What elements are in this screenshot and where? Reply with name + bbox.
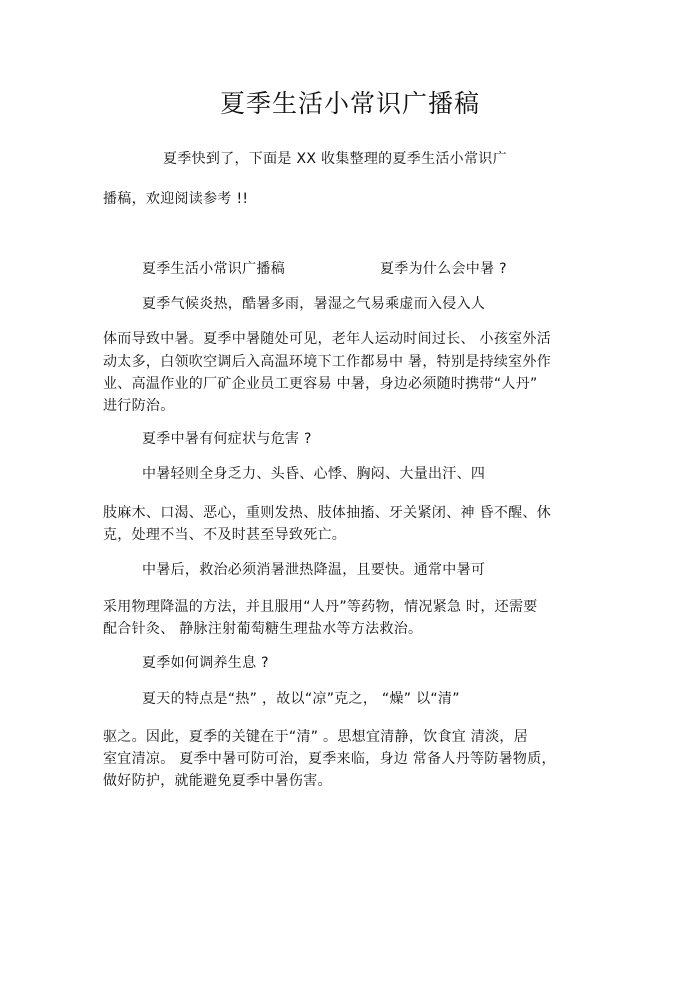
para1-line: 动太多，白领吹空调后入高温环境下工作都易中 暑，特别是持续室外作 bbox=[103, 354, 552, 370]
intro-line-2: 播稿，欢迎阅读参考 !! bbox=[103, 191, 249, 207]
para4-line: 驱之。因此，夏季的关键在于“清” 。思想宜清静，饮食宜 清淡，居 bbox=[103, 729, 529, 745]
para2-line: 克，处理不当、不及时甚至导致死亡。 bbox=[103, 527, 347, 543]
para1-lead: 夏季气候炎热，酷暑多雨，暑湿之气易乘虚而入侵入人 bbox=[142, 296, 486, 312]
para3-line: 配合针灸、 静脉注射葡萄糖生理盐水等方法救治。 bbox=[103, 621, 423, 637]
section-header-right: 夏季为什么会中暑 ? bbox=[380, 261, 507, 277]
para3-lead: 中暑后，救治必须消暑泄热降温，且要快。通常中暑可 bbox=[142, 562, 486, 578]
para1-line: 体而导致中暑。夏季中暑随处可见，老年人运动时间过长、 小孩室外活 bbox=[103, 331, 552, 347]
para2-line: 肢麻木、口渴、恶心，重则发热、肢体抽搐、牙关紧闭、神 昏不醒、休 bbox=[103, 505, 552, 521]
intro-line-1: 夏季快到了，下面是 XX 收集整理的夏季生活小常识广 bbox=[163, 151, 507, 167]
para1-line: 业、高温作业的厂矿企业员工更容易 中暑，身边必须随时携带“人丹” bbox=[103, 376, 538, 392]
para3-line: 采用物理降温的方法，并且服用“人丹”等药物，情况紧急 时，还需要 bbox=[103, 599, 538, 615]
document-title: 夏季生活小常识广播稿 bbox=[219, 89, 480, 118]
section-header-left: 夏季生活小常识广播稿 bbox=[142, 261, 285, 277]
para1-line: 进行防治。 bbox=[103, 398, 175, 414]
question-regimen: 夏季如何调养生息 ? bbox=[142, 655, 269, 671]
question-symptoms: 夏季中暑有何症状与危害 ? bbox=[142, 431, 312, 447]
para4-line: 室宜清凉。 夏季中暑可防可治，夏季来临，身边 常备人丹等防暑物质， bbox=[103, 751, 556, 767]
para2-lead: 中暑轻则全身乏力、头昏、心悸、胸闷、大量出汗、四 bbox=[142, 466, 486, 482]
para4-line: 做好防护，就能避免夏季中暑伤害。 bbox=[103, 773, 332, 789]
para4-lead: 夏天的特点是“热” ，故以“凉”克之， “燥” 以“清” bbox=[142, 691, 460, 707]
